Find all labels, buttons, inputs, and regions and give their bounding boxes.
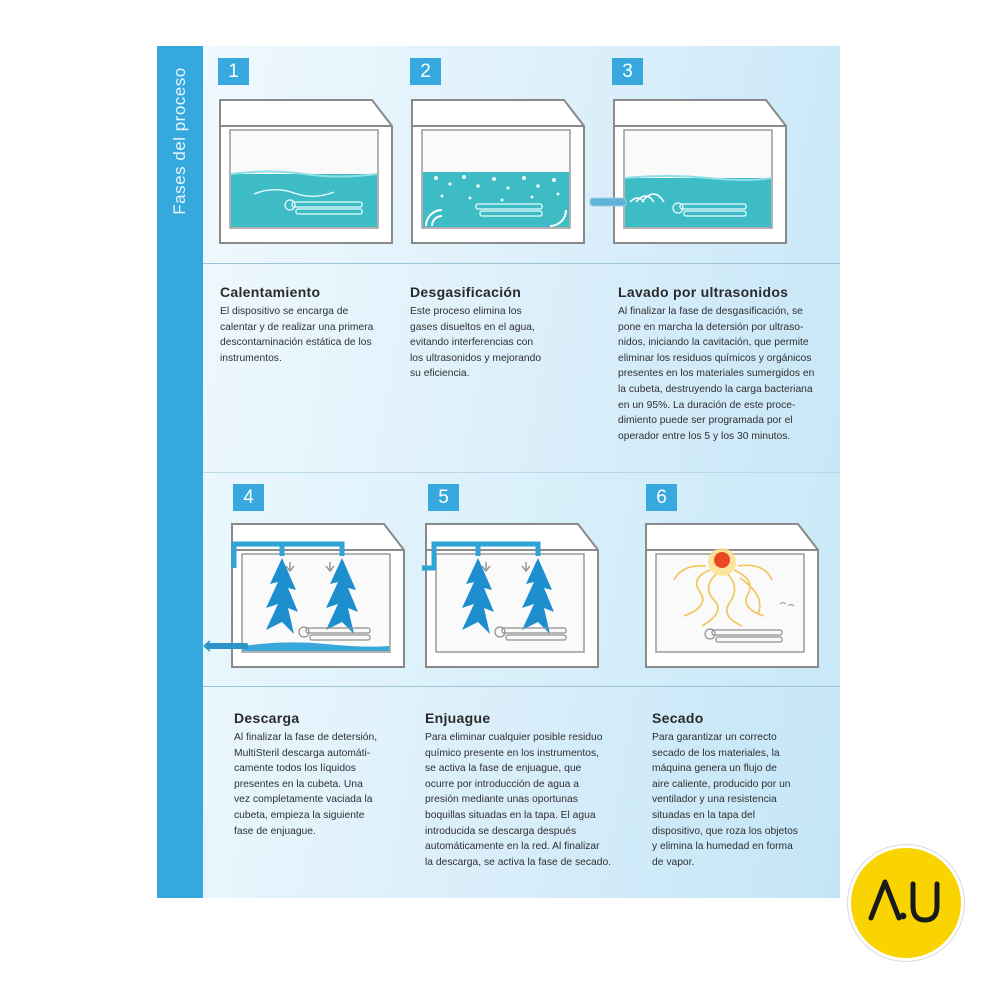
phase-2-line: gases disueltos en el agua,	[410, 321, 535, 333]
phase-5-line: se activa la fase de enjuague, que	[425, 763, 582, 775]
device-ultrasound-icon	[608, 98, 794, 248]
phase-4-line: fase de enjuague.	[234, 825, 316, 837]
phase-5-description	[425, 730, 639, 870]
divider-bottom	[203, 686, 840, 687]
divider-top	[203, 263, 840, 264]
device-degassing-icon	[406, 98, 592, 248]
phase-6-line: dispositivo, que roza los objetos	[652, 825, 798, 837]
phase-2-line: los ultrasonidos y mejorando	[410, 352, 542, 364]
phase-6-line: máquina genera un flujo de	[652, 763, 777, 775]
phase-1-badge: 1	[218, 58, 249, 85]
phase-3-line: pone en marcha la detersión por ultraso-	[618, 321, 804, 333]
phase-2-line: evitando interferencias con	[410, 337, 534, 349]
phase-6-line: aire caliente, producido por un	[652, 778, 791, 790]
phase-6-line: ventilador y una resistencia	[652, 794, 777, 806]
phase-2-line: su eficiencia.	[410, 368, 470, 380]
phase-6-line: secado de los materiales, la	[652, 747, 780, 759]
au-logo	[851, 848, 961, 958]
phase-3-line: Al finalizar la fase de desgasificación, se	[618, 306, 803, 317]
phase-5-line: presión mediante unas oportunas	[425, 794, 578, 806]
phase-1-description	[220, 304, 402, 366]
phase-2-line: Este proceso elimina los	[410, 306, 522, 317]
phase-4-line: camente todos los líquidos	[234, 763, 356, 775]
phase-4-line: MultiSteril descarga automáti-	[234, 747, 371, 759]
phase-6-line: situadas en la tapa del	[652, 809, 756, 821]
phase-5-line: Para eliminar cualquier posible residuo	[425, 732, 603, 743]
device-heating-icon	[214, 98, 400, 248]
phase-3-title: Lavado por ultrasonidos	[618, 284, 789, 300]
side-title: Fases del proceso	[170, 67, 189, 215]
phase-5-line: la descarga, se activa la fase de secado.	[425, 856, 612, 868]
phase-4-title: Descarga	[234, 710, 300, 726]
phase-1-line: instrumentos.	[220, 352, 282, 364]
phase-5-badge: 5	[428, 484, 459, 511]
phase-6-title: Secado	[652, 710, 704, 726]
phase-3-badge: 3	[612, 58, 643, 85]
phase-2-badge: 2	[410, 58, 441, 85]
phase-3-line: operador entre los 5 y los 30 minutos.	[618, 430, 791, 442]
phase-6-badge: 6	[646, 484, 677, 511]
phase-1-line: El dispositivo se encarga de	[220, 306, 349, 317]
phase-3-line: dimiento puede ser programada por el	[618, 415, 793, 427]
phase-6-description	[652, 730, 836, 870]
phase-5-line: boquillas situadas en la tapa. El agua	[425, 809, 596, 821]
phase-1-line: descontaminación estática de los	[220, 337, 372, 349]
phase-5-line: ocurre por introducción de agua a	[425, 778, 579, 790]
phase-4-line: Al finalizar la fase de detersión,	[234, 732, 378, 743]
device-drying-icon	[640, 522, 826, 672]
phase-4-line: vez completamente vaciada la	[234, 794, 373, 806]
phase-4-description	[234, 730, 410, 839]
phase-2-title: Desgasificación	[410, 284, 522, 300]
phase-6-line: de vapor.	[652, 856, 695, 868]
phase-3-description	[618, 304, 836, 444]
phase-5-title: Enjuague	[425, 710, 491, 726]
phase-5-line: introducida se descarga después	[425, 825, 577, 837]
phase-1-line: calentar y de realizar una primera	[220, 321, 374, 333]
phase-2-description	[410, 304, 570, 382]
device-rinse-icon	[420, 522, 606, 672]
phase-1-title: Calentamiento	[220, 284, 321, 300]
phase-3-line: eliminar los residuos químicos y orgánicos	[618, 352, 812, 364]
phase-4-badge: 4	[233, 484, 264, 511]
phase-6-line: y elimina la humedad en forma	[652, 841, 793, 853]
phase-6-line: Para garantizar un correcto	[652, 732, 777, 743]
divider-middle	[203, 472, 840, 473]
device-drain-icon	[226, 522, 412, 672]
phase-5-line: químico presente en los instrumentos,	[425, 747, 599, 759]
phase-3-line: presentes en los materiales sumergidos en	[618, 368, 815, 380]
phase-3-line: nidos, iniciando la cavitación, que permite	[618, 337, 809, 349]
phase-5-line: automáticamente en la red. Al finalizar	[425, 841, 600, 853]
phase-3-line: la cubeta, destruyendo la carga bacteriana	[618, 383, 813, 395]
phase-3-line: en un 95%. La duración de este proce-	[618, 399, 796, 411]
phase-4-line: cubeta, empieza la siguiente	[234, 809, 365, 821]
phase-4-line: presentes en la cubeta. Una	[234, 778, 363, 790]
